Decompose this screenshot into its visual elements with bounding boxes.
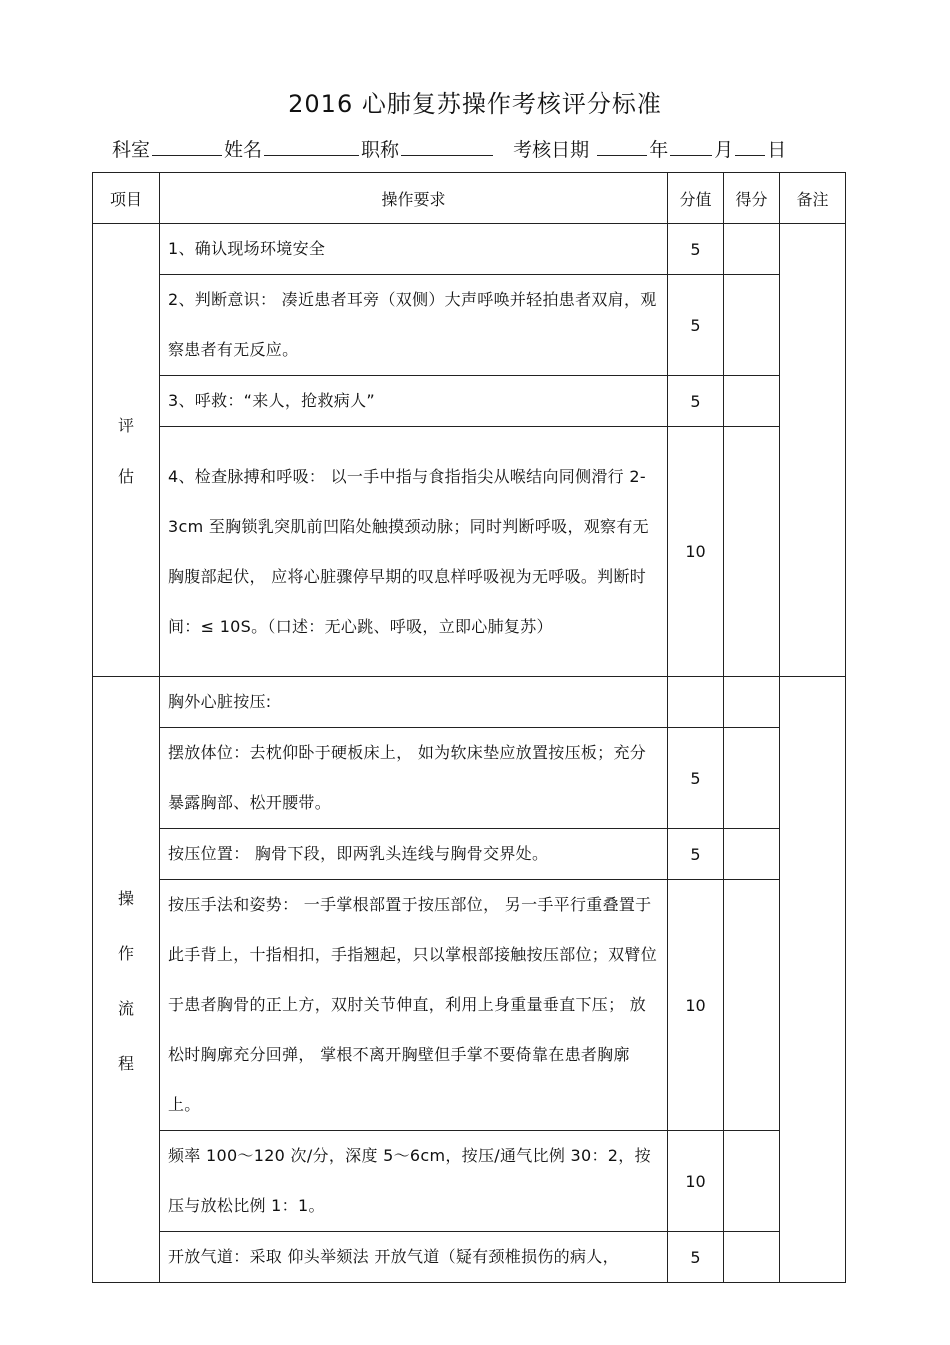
category-char: 流	[117, 998, 134, 1018]
table-row	[93, 829, 846, 880]
requirement-cell: 4、检查脉搏和呼吸： 以一手中指与食指指尖从喉结向同侧滑行 2-3cm 至胸锁乳突肌前凹陷处触摸颈动脉；同时判断呼吸，观察有无胸腹部起伏， 应将心脏骤停早期的叹息样呼吸视为无呼吸。判断时间：≤ 10S。（口述：无心跳、呼吸，立即心肺复苏）	[160, 427, 668, 677]
requirement-cell: 频率 100～120 次/分，深度 5～6cm，按压/通气比例 30：2，按压与放松比例 1：1。	[160, 1131, 668, 1232]
score-cell	[724, 1131, 780, 1232]
points-cell: 5	[668, 728, 724, 829]
header-score: 得分	[724, 173, 780, 224]
title-rank-blank	[401, 137, 493, 156]
category-char: 作	[117, 943, 134, 963]
day-label: 日	[767, 139, 787, 161]
points-cell: 5	[668, 829, 724, 880]
department-blank	[152, 137, 222, 156]
requirement-cell: 按压手法和姿势： 一手掌根部置于按压部位， 另一手平行重叠置于此手背上，十指相扣，手指翘起，只以掌根部接触按压部位；双臂位于患者胸骨的正上方，双肘关节伸直，利用上身重量垂直下压； 放松时胸廓充分回弹， 掌根不离开胸壁但手掌不要倚靠在患者胸廓上。	[160, 880, 668, 1131]
name-blank	[264, 137, 359, 156]
header-remarks: 备注	[780, 173, 846, 224]
table-row	[93, 880, 846, 1131]
remarks-cell	[780, 677, 846, 1283]
category-char: 估	[117, 467, 134, 486]
scoring-table	[92, 172, 846, 1283]
title-rank-label: 职称	[361, 139, 400, 161]
remarks-cell	[780, 224, 846, 677]
score-cell	[724, 376, 780, 427]
requirement-cell: 胸外心脏按压:	[160, 677, 668, 728]
requirement-cell: 开放气道：采取 仰头举颏法 开放气道（疑有颈椎损伤的病人，	[160, 1232, 668, 1283]
department-label: 科室	[112, 139, 151, 161]
category-char: 评	[117, 416, 134, 435]
category-cell-assessment	[93, 224, 160, 677]
score-cell	[724, 880, 780, 1131]
table-row	[93, 1232, 846, 1283]
header-requirement: 操作要求	[160, 173, 668, 224]
header-item: 项目	[93, 173, 160, 224]
requirement-cell: 3、呼救：“来人，抢救病人”	[160, 376, 668, 427]
score-cell	[724, 224, 780, 275]
table-row	[93, 728, 846, 829]
score-cell	[724, 427, 780, 677]
points-cell: 5	[668, 224, 724, 275]
points-cell: 10	[668, 880, 724, 1131]
table-row	[93, 1131, 846, 1232]
table-header-row	[93, 173, 846, 224]
points-cell: 10	[668, 1131, 724, 1232]
month-blank	[670, 137, 712, 156]
category-char: 操	[117, 888, 134, 908]
requirement-cell: 按压位置： 胸骨下段，即两乳头连线与胸骨交界处。	[160, 829, 668, 880]
score-cell	[724, 677, 780, 728]
points-cell: 5	[668, 376, 724, 427]
score-cell	[724, 275, 780, 376]
document-title: 2016 心肺复苏操作考核评分标准	[288, 90, 662, 118]
day-blank	[735, 137, 765, 156]
table-row	[93, 224, 846, 275]
table-row	[93, 376, 846, 427]
exam-date-label: 考核日期	[513, 139, 590, 161]
year-label: 年	[649, 139, 669, 161]
points-cell	[668, 677, 724, 728]
month-label: 月	[714, 139, 734, 161]
table-row	[93, 677, 846, 728]
points-cell: 5	[668, 1232, 724, 1283]
table-row	[93, 427, 846, 677]
score-cell	[724, 829, 780, 880]
score-cell	[724, 728, 780, 829]
category-char: 程	[117, 1053, 134, 1073]
name-label: 姓名	[224, 139, 263, 161]
requirement-cell: 1、确认现场环境安全	[160, 224, 668, 275]
requirement-cell: 摆放体位：去枕仰卧于硬板床上， 如为软床垫应放置按压板；充分暴露胸部、松开腰带。	[160, 728, 668, 829]
points-cell: 10	[668, 427, 724, 677]
year-blank	[597, 137, 647, 156]
score-cell	[724, 1232, 780, 1283]
requirement-cell: 2、判断意识： 凑近患者耳旁（双侧）大声呼唤并轻拍患者双肩，观察患者有无反应。	[160, 275, 668, 376]
info-line	[112, 135, 786, 162]
header-points: 分值	[668, 173, 724, 224]
points-cell: 5	[668, 275, 724, 376]
category-cell-procedure	[93, 677, 160, 1283]
table-row	[93, 275, 846, 376]
